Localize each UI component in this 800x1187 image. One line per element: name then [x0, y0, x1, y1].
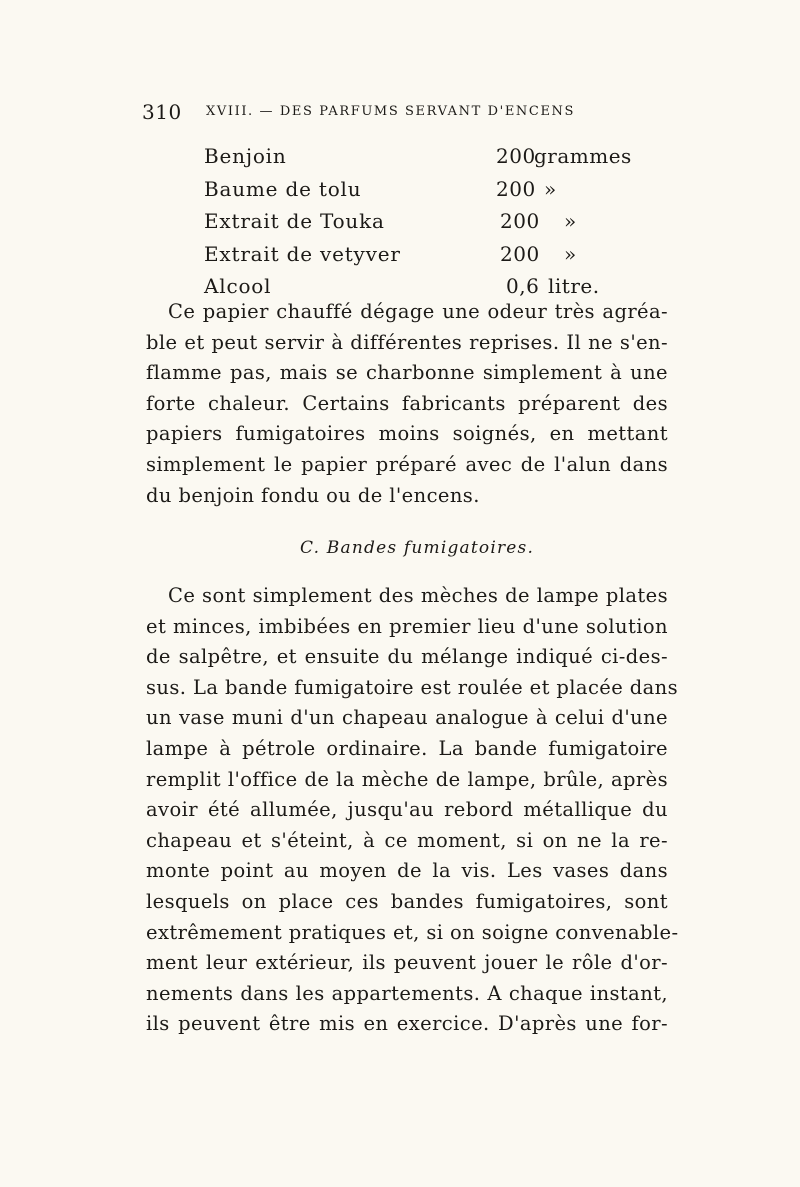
section-heading: C. Bandes fumigatoires. [300, 538, 535, 558]
text-line: papiers fumigatoires moins soignés, en mettant [146, 422, 668, 446]
text-line: simplement le papier préparé avec de l'alun dans [146, 452, 668, 476]
text-line: extrêmement pratiques et, si on soigne convenable- [146, 920, 679, 944]
ingredient-unit: grammes [534, 144, 632, 168]
text-line: nements dans les appartements. A chaque instant, [146, 981, 668, 1005]
recipe-row [204, 209, 664, 242]
text-line: ils peuvent être mis en exercice. D'après une for- [146, 1012, 668, 1036]
text-line: Ce papier chauffé dégage une odeur très agréa- [168, 300, 668, 323]
text-line: avoir été allumée, jusqu'au rebord métallique du [146, 798, 668, 822]
ingredient-quantity: 200 [496, 144, 536, 168]
paragraph-paper-fumigation [146, 300, 668, 514]
ingredient-name: Benjoin [204, 144, 287, 168]
text-line: chapeau et s'éteint, à ce moment, si on ne la re- [146, 828, 668, 852]
ingredient-unit: » [544, 176, 557, 201]
text-line: forte chaleur. Certains fabricants préparent des [146, 391, 668, 415]
recipe-row [204, 242, 664, 275]
ingredient-quantity: 0,6 [506, 274, 540, 298]
page-number: 310 [142, 100, 182, 124]
text-line: ment leur extérieur, ils peuvent jouer le rôle d'or- [146, 951, 668, 975]
text-line: Ce sont simplement des mèches de lampe plates [168, 584, 668, 607]
ingredient-name: Alcool [204, 274, 272, 298]
text-line: et minces, imbibées en premier lieu d'une solution [146, 614, 668, 638]
page-header [142, 100, 662, 130]
ingredient-unit: litre. [548, 274, 600, 298]
ingredient-name: Extrait de Touka [204, 209, 385, 233]
text-line: lesquels on place ces bandes fumigatoires, sont [146, 889, 668, 913]
ingredient-quantity: 200 [496, 176, 536, 201]
ingredient-name: Extrait de vetyver [204, 241, 401, 266]
ingredient-quantity: 200 [500, 209, 540, 233]
text-line: de salpêtre, et ensuite du mélange indiqué ci-des- [146, 645, 668, 669]
recipe-row [204, 177, 664, 210]
paragraph-fumigating-strips [146, 584, 679, 1043]
text-line: lampe à pétrole ordinaire. La bande fumigatoire [146, 736, 668, 760]
ingredient-unit: » [564, 209, 577, 233]
ingredient-name: Baume de tolu [204, 176, 362, 201]
text-line: remplit l'office de la mèche de lampe, brûle, après [146, 767, 668, 791]
text-line: sus. La bande fumigatoire est roulée et placée dans [146, 675, 679, 699]
text-line: un vase muni d'un chapeau analogue à celui d'une [146, 706, 668, 730]
ingredient-quantity: 200 [500, 241, 540, 266]
text-line: flamme pas, mais se charbonne simplement à une [146, 361, 668, 385]
recipe-row [204, 144, 664, 177]
recipe-table [204, 144, 664, 307]
text-line: du benjoin fondu ou de l'encens. [146, 483, 480, 507]
text-line: monte point au moyen de la vis. Les vases dans [146, 859, 668, 883]
ingredient-unit: » [564, 241, 577, 266]
text-line: ble et peut servir à différentes reprises. Il ne s'en- [146, 330, 668, 354]
running-title: XVIII. — DES PARFUMS SERVANT D'ENCENS [206, 104, 576, 119]
